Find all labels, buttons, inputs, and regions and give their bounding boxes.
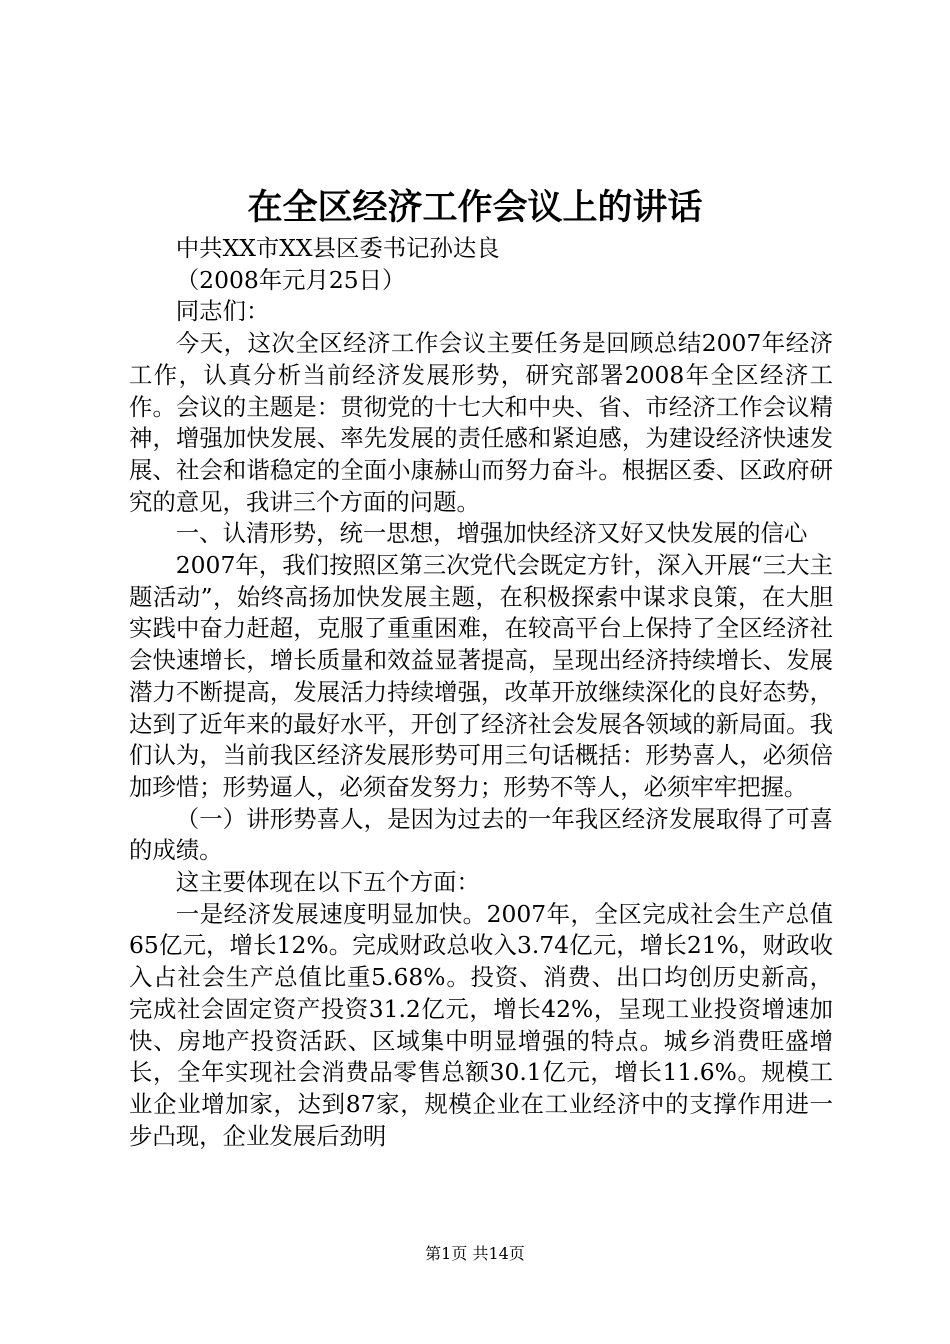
paragraph: 这主要体现在以下五个方面： <box>175 868 480 897</box>
document-body <box>129 233 833 1152</box>
paragraph: 2007年，我们按照区第三次党代会既定方针，深入开展“三大主题活动”，始终高扬加快发展主题，在积极探索中谋求良策，在大胆实践中奋力赶超，克服了重重困难，在较高平台上保持了全区经济社会快速增长，增长质量和效益显著提高，呈现出经济持续增长、发展潜力不断提高，发展活力持续增强，改革开放继续深化的良好态势，达到了近年来的最好水平，开创了经济社会发展各领域的新局面。我们认为，当前我区经济发展形势可用三句话概括：形势喜人，必须倍加珍惜；形势逼人，必须奋发努力；形势不等人，必须牢牢把握。 <box>129 551 833 801</box>
date-line: （2008年元月25日） <box>175 265 406 294</box>
subsection-heading: （一）讲形势喜人，是因为过去的一年我区经济发展取得了可喜的成绩。 <box>129 804 833 865</box>
document-title: 在全区经济工作会议上的讲话 <box>247 188 703 228</box>
author-line: 中共XX市XX县区委书记孙达良 <box>175 234 500 262</box>
section-heading: 一、认清形势，统一思想，增强加快经济又好又快发展的信心 <box>175 519 808 548</box>
salutation: 同志们： <box>175 297 270 326</box>
page-footer: 第1页 共14页 <box>425 1244 525 1263</box>
paragraph: 一是经济发展速度明显加快。2007年，全区完成社会生产总值65亿元，增长12%。完成财政总收入3.74亿元，增长21%，财政收入占社会生产总值比重5.68%。投资、消费、出口均创历史新高，完成社会固定资产投资31.2亿元，增长42%，呈现工业投资增速加快、房地产投资活跃、区域集中明显增强的特点。城乡消费旺盛增长，全年实现社会消费品零售总额30.1亿元，增长11.6%。规模工业企业增加家，达到87家，规模企业在工业经济中的支撑作用进一步凸现，企业发展后劲明 <box>129 899 833 1150</box>
paragraph: 今天，这次全区经济工作会议主要任务是回顾总结2007年经济工作，认真分析当前经济发展形势，研究部署2008年全区经济工作。会议的主题是：贯彻党的十七大和中央、省、市经济工作会议精神，增强加快发展、率先发展的责任感和紧迫感，为建设经济快速发展、社会和谐稳定的全面小康赫山而努力奋斗。根据区委、区政府研究的意见，我讲三个方面的问题。 <box>129 329 833 516</box>
